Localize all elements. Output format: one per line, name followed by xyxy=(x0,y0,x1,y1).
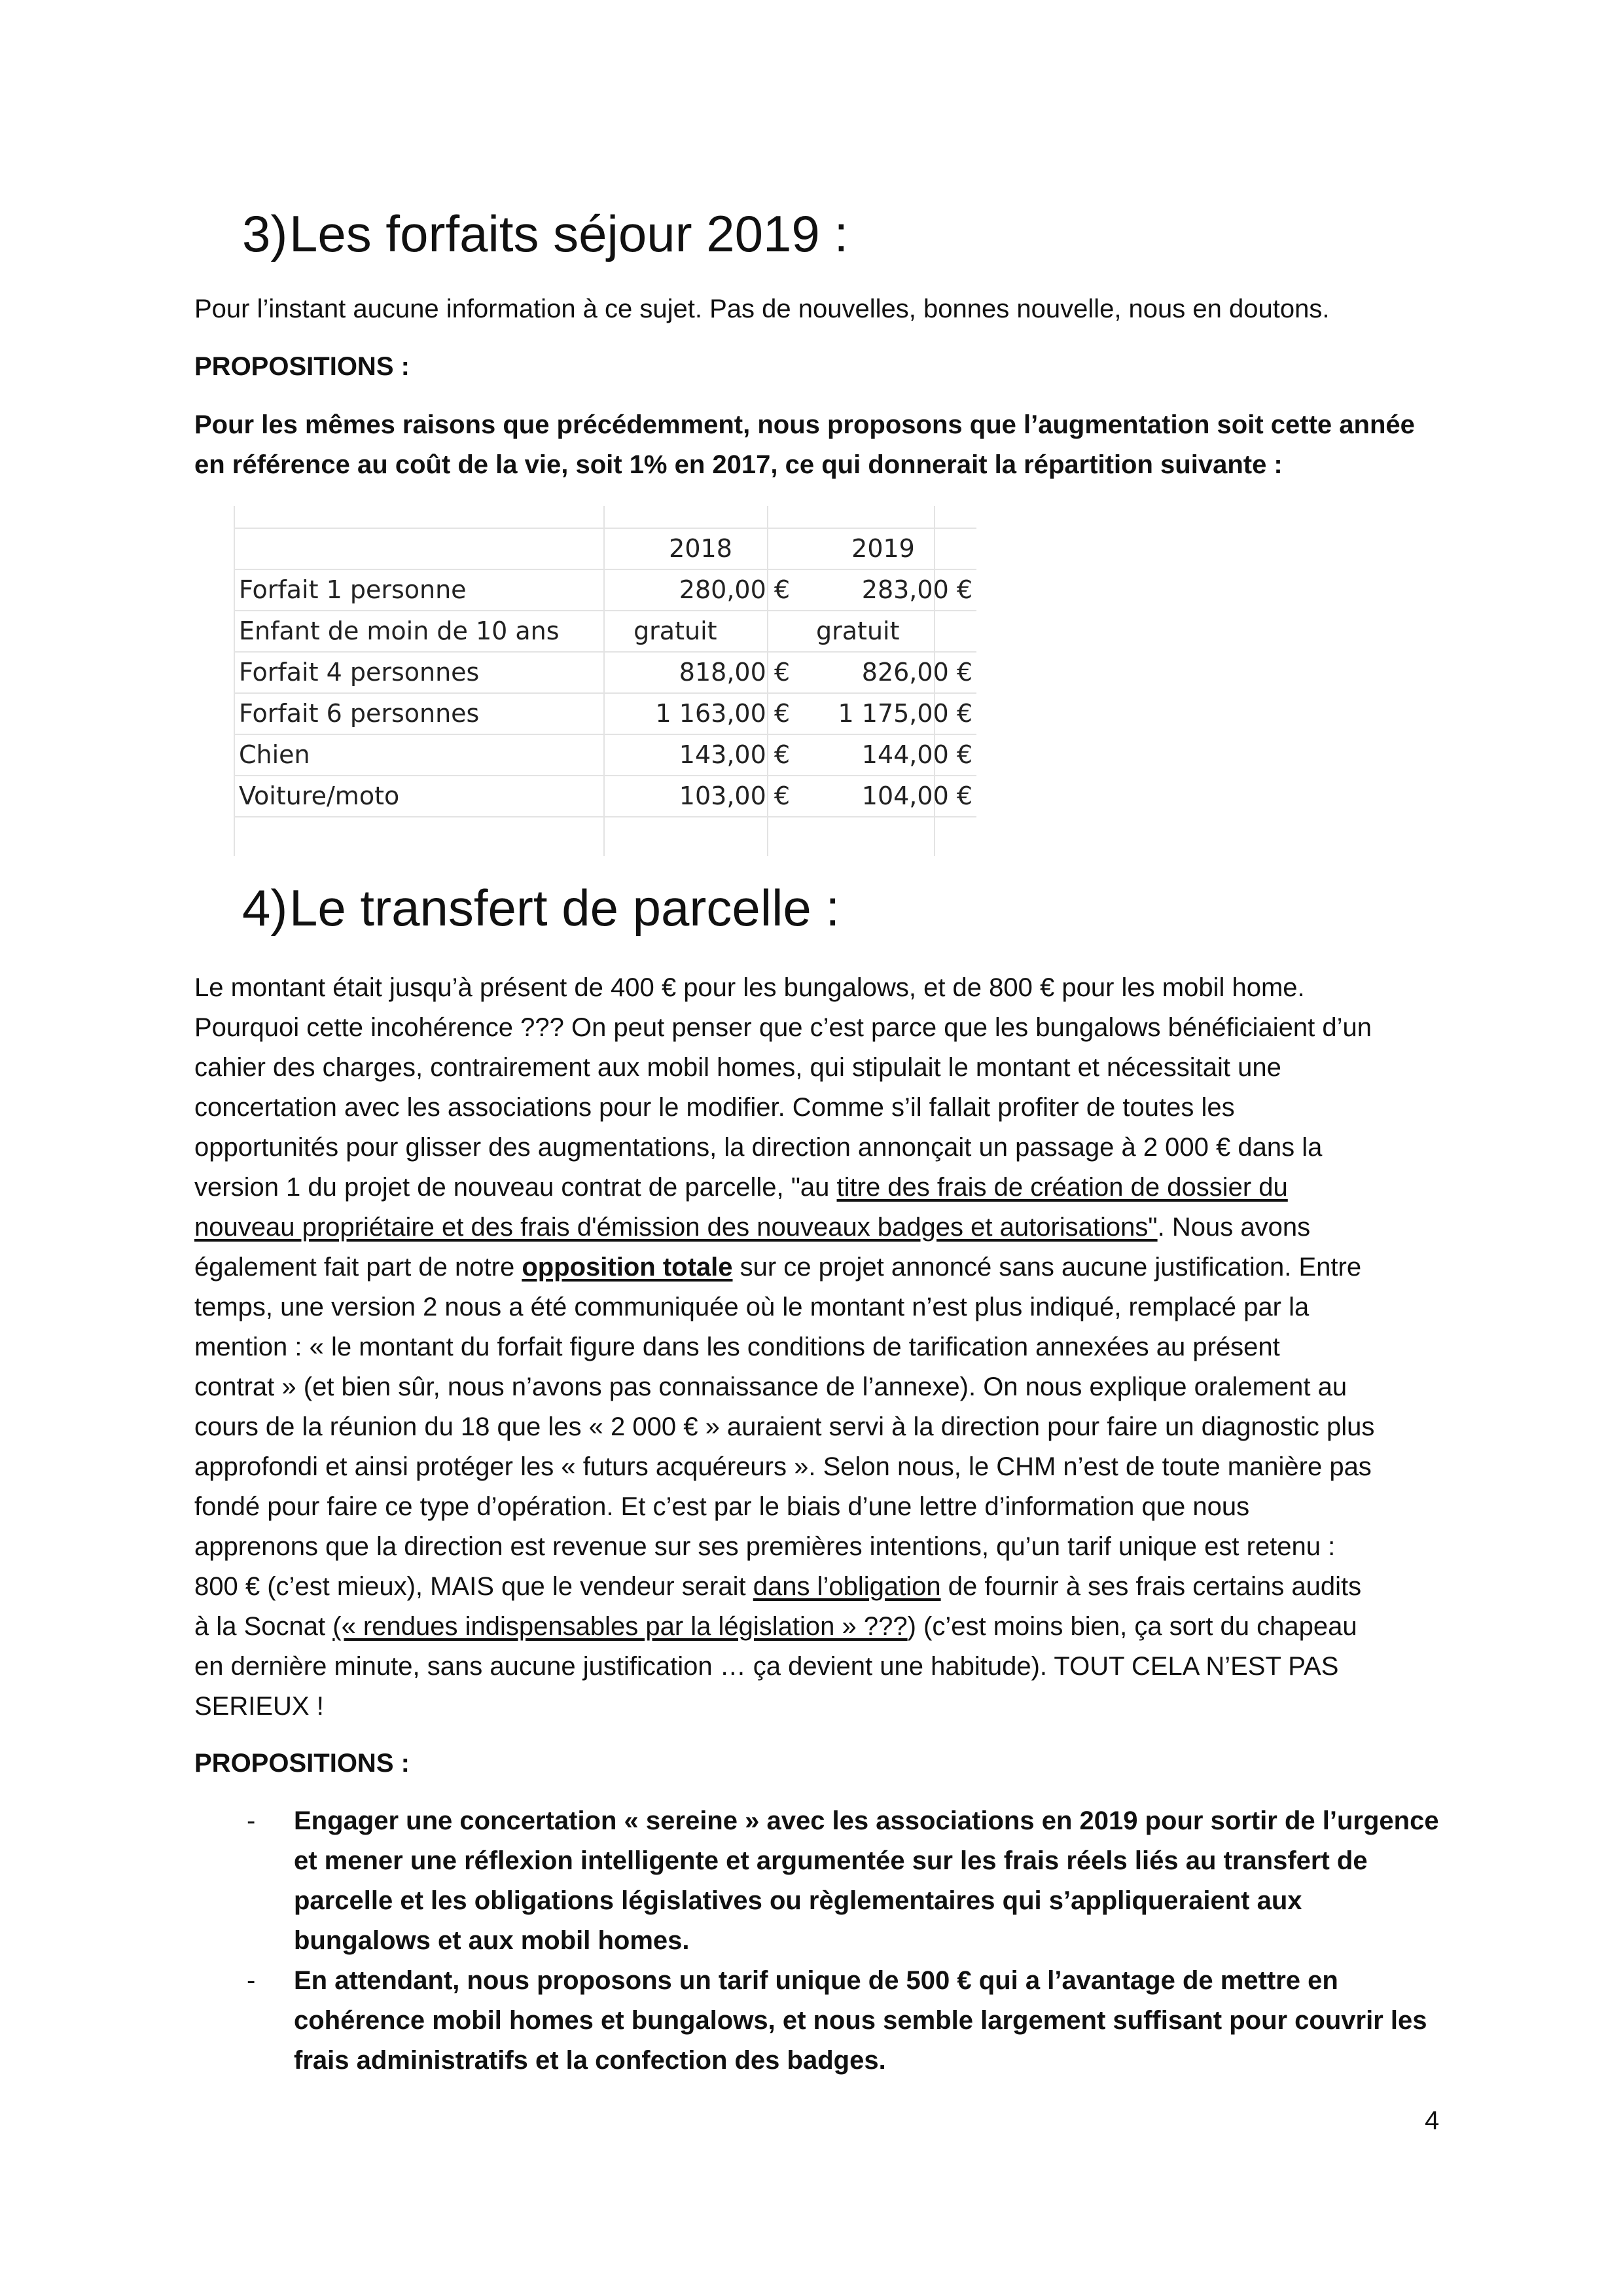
table-header-cell: 2019 xyxy=(851,533,915,563)
body-text: 800 € (c’est mieux), MAIS que le vendeur serait xyxy=(194,1572,753,1601)
body-line: cours de la réunion du 18 que les « 2 000 € » auraient servi à la direction pour faire un diagnostic plus xyxy=(194,1412,1375,1441)
section-4-propositions-label xyxy=(194,1744,1441,1784)
body-line: Pourquoi cette incohérence ??? On peut penser que c’est parce que les bungalows bénéficiaient d’un xyxy=(194,1013,1372,1042)
body-text: à la Socnat xyxy=(194,1612,333,1641)
section-4-body xyxy=(194,968,1441,1727)
propositions-list xyxy=(194,1801,1438,2081)
list-item xyxy=(194,1961,1438,2081)
table-row xyxy=(235,775,976,816)
section-3-intro-text: Pour l’instant aucune information à ce sujet. Pas de nouvelles, bonnes nouvelle, nous en doutons. xyxy=(194,295,1330,323)
body-text: de fournir à ses frais certains audits xyxy=(940,1572,1362,1601)
body-line: mention : « le montant du forfait figure dans les conditions de tarification annexées au présent xyxy=(194,1333,1280,1361)
proposal-line-2: en référence au coût de la vie, soit 1% en 2017, ce qui donnerait la répartition suivante : xyxy=(194,450,1283,479)
section-3-intro xyxy=(194,289,1441,329)
table-header-row xyxy=(235,528,976,569)
table-cell: gratuit xyxy=(816,616,900,645)
section-3-number: 3) xyxy=(242,205,288,262)
body-line xyxy=(194,1247,1441,1287)
section-3-proposal xyxy=(194,405,1441,485)
body-text: ) (c’est moins bien, ça sort du chapeau xyxy=(907,1612,1357,1641)
bullet-line: frais administratifs et la confection des badges. xyxy=(294,2046,886,2075)
table-cell: Forfait 1 personne xyxy=(239,575,467,604)
table-cell: 826,00 € xyxy=(861,657,972,687)
bullet-dash: - xyxy=(247,1966,256,1995)
section-4-title: Le transfert de parcelle : xyxy=(289,879,840,937)
section-3-heading xyxy=(242,205,849,262)
section-3-propositions-label xyxy=(194,347,1441,387)
bullet-line: En attendant, nous proposons un tarif unique de 500 € qui a l’avantage de mettre en xyxy=(294,1966,1338,1995)
page-number: 4 xyxy=(1425,2106,1440,2135)
body-line xyxy=(194,1567,1441,1607)
body-text: . Nous avons xyxy=(1157,1213,1311,1242)
underlined-quote: nouveau propriétaire et des frais d'émission des nouveaux badges et autorisations" xyxy=(194,1213,1158,1242)
bullet-line: Engager une concertation « sereine » avec les associations en 2019 pour sortir de l’urgence xyxy=(294,1806,1439,1835)
table-row xyxy=(235,692,976,734)
body-line: opportunités pour glisser des augmentations, la direction annonçait un passage à 2 000 € dans la xyxy=(194,1133,1323,1162)
section-4-heading xyxy=(242,879,840,937)
body-line xyxy=(194,1607,1441,1647)
table-cell: 818,00 € xyxy=(679,657,791,687)
body-line: temps, une version 2 nous a été communiquée où le montant n’est plus indiqué, remplacé par la xyxy=(194,1293,1310,1321)
body-line: concertation avec les associations pour le modifier. Comme s’il fallait profiter de toutes les xyxy=(194,1093,1235,1122)
table-cell: 144,00 € xyxy=(861,740,972,769)
table-cell: 283,00 € xyxy=(861,575,972,604)
table-cell: 280,00 € xyxy=(679,575,791,604)
body-line: en dernière minute, sans aucune justification … ça devient une habitude). TOUT CELA N’EST PAS xyxy=(194,1652,1339,1681)
body-text: version 1 du projet de nouveau contrat de parcelle, "au xyxy=(194,1173,837,1202)
table-row xyxy=(235,651,976,692)
bullet-line: parcelle et les obligations législatives ou règlementaires qui s’appliqueraient aux xyxy=(294,1886,1302,1915)
section-4-number: 4) xyxy=(242,879,288,937)
body-line: contrat » (et bien sûr, nous n’avons pas connaissance de l’annexe). On nous explique oralement au xyxy=(194,1372,1347,1401)
table-cell: 1 175,00 € xyxy=(838,698,972,728)
table-cell: Enfant de moin de 10 ans xyxy=(239,616,560,645)
table-row xyxy=(235,610,976,651)
list-item xyxy=(194,1801,1438,1961)
table-header-cell xyxy=(235,528,611,569)
underlined-phrase: dans l’obligation xyxy=(753,1572,941,1601)
body-line: approfondi et ainsi protéger les « futurs acquéreurs ». Selon nous, le CHM n’est de toute manière pas xyxy=(194,1452,1372,1481)
table-cell: 104,00 € xyxy=(861,781,972,810)
grid-line xyxy=(234,816,976,817)
tariff-table xyxy=(235,528,976,816)
underlined-quote: titre des frais de création de dossier du xyxy=(836,1173,1288,1202)
table-cell: Forfait 6 personnes xyxy=(239,698,480,728)
table-cell: Voiture/moto xyxy=(239,781,400,810)
table-row xyxy=(235,569,976,610)
bullet-line: cohérence mobil homes et bungalows, et nous semble largement suffisant pour couvrir les xyxy=(294,2006,1427,2035)
table-cell: 1 163,00 € xyxy=(655,698,791,728)
section-3-title: Les forfaits séjour 2019 : xyxy=(289,205,849,262)
table-cell: gratuit xyxy=(633,616,717,645)
body-line xyxy=(194,1168,1441,1208)
table-row xyxy=(235,734,976,775)
propositions-label: PROPOSITIONS : xyxy=(194,1749,410,1778)
body-text: sur ce projet annoncé sans aucune justification. Entre xyxy=(732,1253,1362,1282)
tariff-table-image xyxy=(194,506,976,856)
body-text: également fait part de notre xyxy=(194,1253,522,1282)
propositions-label: PROPOSITIONS : xyxy=(194,352,410,381)
proposal-line-1: Pour les mêmes raisons que précédemment, nous proposons que l’augmentation soit cette année xyxy=(194,410,1415,439)
table-header-cell: 2018 xyxy=(669,533,732,563)
body-line: cahier des charges, contrairement aux mobil homes, qui stipulait le montant et nécessitait une xyxy=(194,1053,1281,1082)
bullet-line: et mener une réflexion intelligente et argumentée sur les frais réels liés au transfert de xyxy=(294,1846,1368,1875)
body-line: SERIEUX ! xyxy=(194,1692,324,1721)
body-line: fondé pour faire ce type d’opération. Et c’est par le biais d’une lettre d’information que nous xyxy=(194,1492,1250,1521)
body-line: Le montant était jusqu’à présent de 400 € pour les bungalows, et de 800 € pour les mobil home. xyxy=(194,973,1305,1002)
table-cell: 103,00 € xyxy=(679,781,791,810)
table-cell: 143,00 € xyxy=(679,740,791,769)
table-cell: Chien xyxy=(239,740,310,769)
body-line xyxy=(194,1208,1441,1247)
bullet-dash: - xyxy=(247,1806,256,1835)
body-line: apprenons que la direction est revenue sur ses premières intentions, qu’un tarif unique est retenu : xyxy=(194,1532,1336,1561)
bullet-line: bungalows et aux mobil homes. xyxy=(294,1926,690,1955)
underlined-phrase: (« rendues indispensables par la législation » ??? xyxy=(332,1612,908,1641)
table-cell: Forfait 4 personnes xyxy=(239,657,480,687)
opposition-totale-emphasis: opposition totale xyxy=(522,1253,733,1282)
